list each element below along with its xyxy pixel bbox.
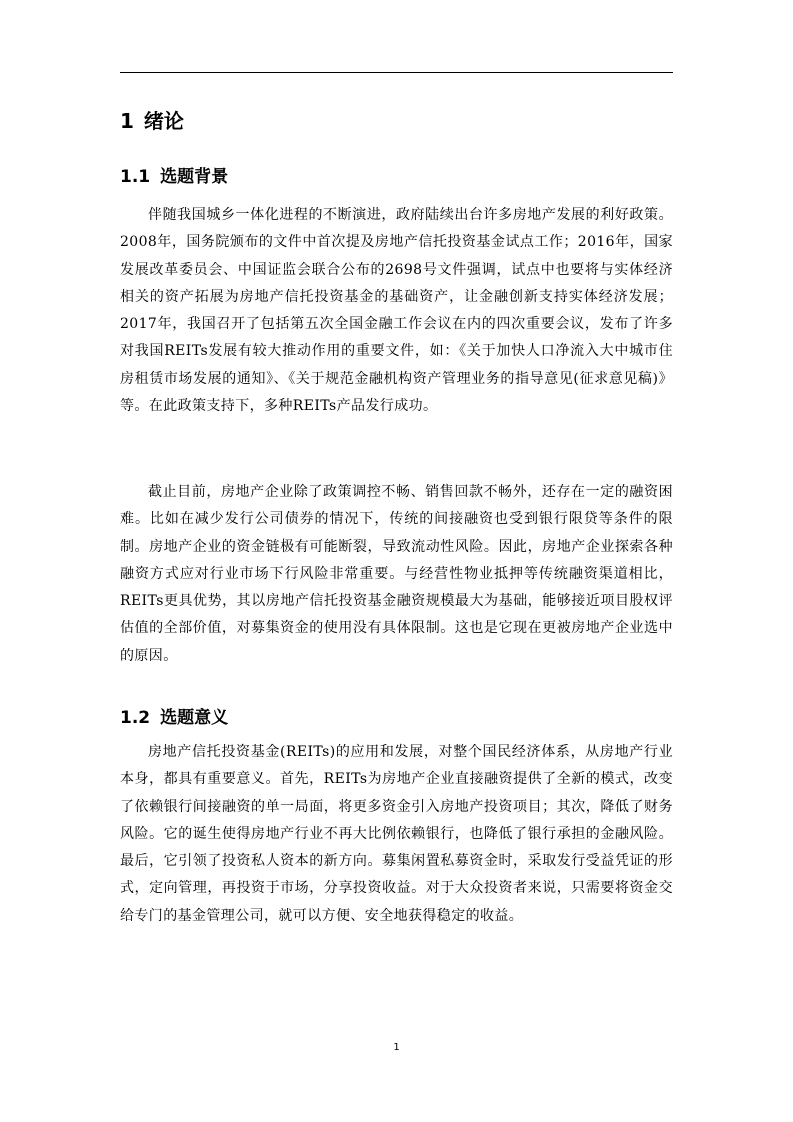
header-rule: [120, 72, 673, 73]
chapter-title: 绪论: [143, 109, 184, 133]
chapter-number: 1: [120, 109, 134, 133]
section-title: 选题背景: [160, 167, 229, 187]
section-title: 选题意义: [160, 708, 229, 728]
chapter-heading: [120, 107, 184, 135]
paragraph-financing-difficulty: 截止目前，房地产企业除了政策调控不畅、销售回款不畅外，还存在一定的融资困难。比如在减少发行公司债券的情况下，传统的间接融资也受到银行限贷等条件的限制。房地产企业的资金链极有可能断裂，导致流动性风险。因此，房地产企业探索各种融资方式应对行业市场下行风险非常重要。与经营性物业抵押等传统融资渠道相比，REITs更具优势，其以房地产信托投资基金融资规模最大为基础，能够接近项目股权评估值的全部价值，对募集资金的使用没有具体限制。这也是它现在更被房地产企业选中的原因。: [120, 484, 673, 664]
section-number: 1.1: [120, 167, 151, 187]
section-heading-background: [120, 165, 228, 189]
paragraph-policy-background: 伴随我国城乡一体化进程的不断演进，政府陆续出台许多房地产发展的利好政策。2008年，国务院颁布的文件中首次提及房地产信托投资基金试点工作；2016年，国家发展改革委员会、中国证监会联合公布的2698号文件强调，试点中也要将与实体经济相关的资产拓展为房地产信托投资基金的基础资产，让金融创新支持实体经济发展；2017年，我国召开了包括第五次全国金融工作会议在内的四次重要会议，发布了许多对我国REITs发展有较大推动作用的重要文件，如：《关于加快人口净流入大中城市住房租赁市场发展的通知》、《关于规范金融机构资产管理业务的指导意见(征求意见稿)》等。在此政策支持下，多种REITs产品发行成功。: [120, 207, 673, 415]
paragraph-significance: 房地产信托投资基金(REITs)的应用和发展，对整个国民经济体系，从房地产行业本身，都具有重要意义。首先，REITs为房地产企业直接融资提供了全新的模式，改变了依赖银行间接融资的单一局面，将更多资金引入房地产投资项目；其次，降低了财务风险。它的诞生使得房地产行业不再大比例依赖银行，也降低了银行承担的金融风险。最后，它引领了投资私人资本的新方向。募集闲置私募资金时，采取发行受益凭证的形式，定向管理，再投资于市场，分享投资收益。对于大众投资者来说，只需要将资金交给专门的基金管理公司，就可以方便、安全地获得稳定的收益。: [120, 744, 673, 924]
section-heading-significance: [120, 706, 228, 730]
section-number: 1.2: [120, 708, 151, 728]
page-number: 1: [393, 1042, 400, 1053]
